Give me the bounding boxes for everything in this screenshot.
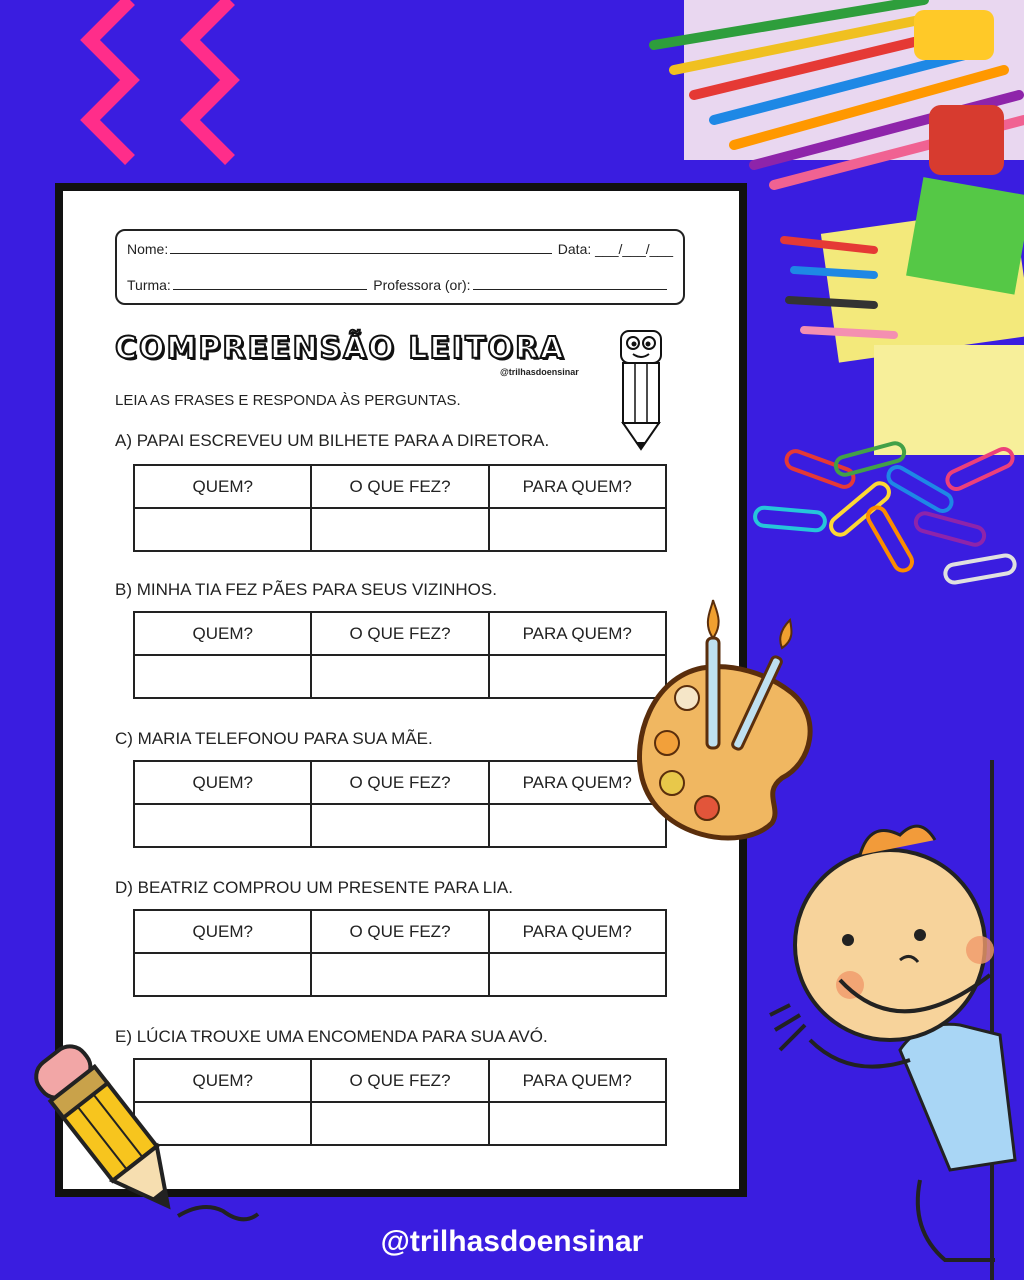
title-handle: @trilhasdoensinar xyxy=(500,367,579,377)
answer-cell-who[interactable] xyxy=(134,953,311,996)
paperclips-image xyxy=(745,440,1024,600)
header-who: QUEM? xyxy=(134,465,311,508)
answer-table-a xyxy=(133,464,667,552)
header-what: O QUE FEZ? xyxy=(311,612,488,655)
answer-cell-who[interactable] xyxy=(134,655,311,698)
answer-cell-what[interactable] xyxy=(311,655,488,698)
header-who: QUEM? xyxy=(134,612,311,655)
question-a: A) PAPAI ESCREVEU UM BILHETE PARA A DIRETORA. xyxy=(115,431,550,450)
header-what: O QUE FEZ? xyxy=(311,1059,488,1102)
answer-cell-who[interactable] xyxy=(134,804,311,847)
date-label: Data: ___/___/___ xyxy=(557,241,673,257)
answer-cell-what[interactable] xyxy=(311,804,488,847)
header-to-whom: PARA QUEM? xyxy=(489,1059,666,1102)
instructions: LEIA AS FRASES E RESPONDA ÀS PERGUNTAS. xyxy=(115,392,461,409)
teacher-label: Professora (or): xyxy=(373,277,471,293)
teacher-line[interactable] xyxy=(473,288,667,290)
answer-cell-to-whom[interactable] xyxy=(489,508,666,551)
cartoon-kid-illustration xyxy=(760,760,1024,1280)
answer-table-d xyxy=(133,909,667,997)
header-to-whom: PARA QUEM? xyxy=(489,465,666,508)
header-who: QUEM? xyxy=(134,761,311,804)
header-what: O QUE FEZ? xyxy=(311,465,488,508)
name-label: Nome: xyxy=(127,241,169,257)
question-e: E) LÚCIA TROUXE UMA ENCOMENDA PARA SUA AVÓ. xyxy=(115,1027,548,1046)
question-c: C) MARIA TELEFONOU PARA SUA MÃE. xyxy=(115,729,433,748)
header-who: QUEM? xyxy=(134,910,311,953)
header-what: O QUE FEZ? xyxy=(311,761,488,804)
footer-handle: @trilhasdoensinar xyxy=(380,1225,644,1258)
class-label: Turma: xyxy=(127,277,171,293)
answer-table-b xyxy=(133,611,667,699)
pencil-mascot-icon xyxy=(611,323,671,453)
answer-cell-who[interactable] xyxy=(134,508,311,551)
class-line[interactable] xyxy=(173,288,367,290)
pink-zigzag-decoration xyxy=(70,0,260,190)
answer-cell-what[interactable] xyxy=(311,508,488,551)
worksheet-title: COMPREENSÃO LEITORA xyxy=(115,331,566,366)
answer-cell-to-whom[interactable] xyxy=(489,953,666,996)
question-d: D) BEATRIZ COMPROU UM PRESENTE PARA LIA. xyxy=(115,878,513,897)
header-to-whom: PARA QUEM? xyxy=(489,761,666,804)
question-b: B) MINHA TIA FEZ PÃES PARA SEUS VIZINHOS. xyxy=(115,580,497,599)
answer-cell-what[interactable] xyxy=(311,953,488,996)
header-to-whom: PARA QUEM? xyxy=(489,612,666,655)
header-to-whom: PARA QUEM? xyxy=(489,910,666,953)
header-what: O QUE FEZ? xyxy=(311,910,488,953)
name-date-row xyxy=(127,241,673,257)
student-info-box xyxy=(115,229,685,305)
header-who: QUEM? xyxy=(134,1059,311,1102)
class-teacher-row xyxy=(127,277,673,293)
answer-cell-what[interactable] xyxy=(311,1102,488,1145)
answer-table-c xyxy=(133,760,667,848)
answer-cell-to-whom[interactable] xyxy=(489,1102,666,1145)
pencil-sticker xyxy=(28,1026,268,1236)
name-line[interactable] xyxy=(170,252,552,254)
